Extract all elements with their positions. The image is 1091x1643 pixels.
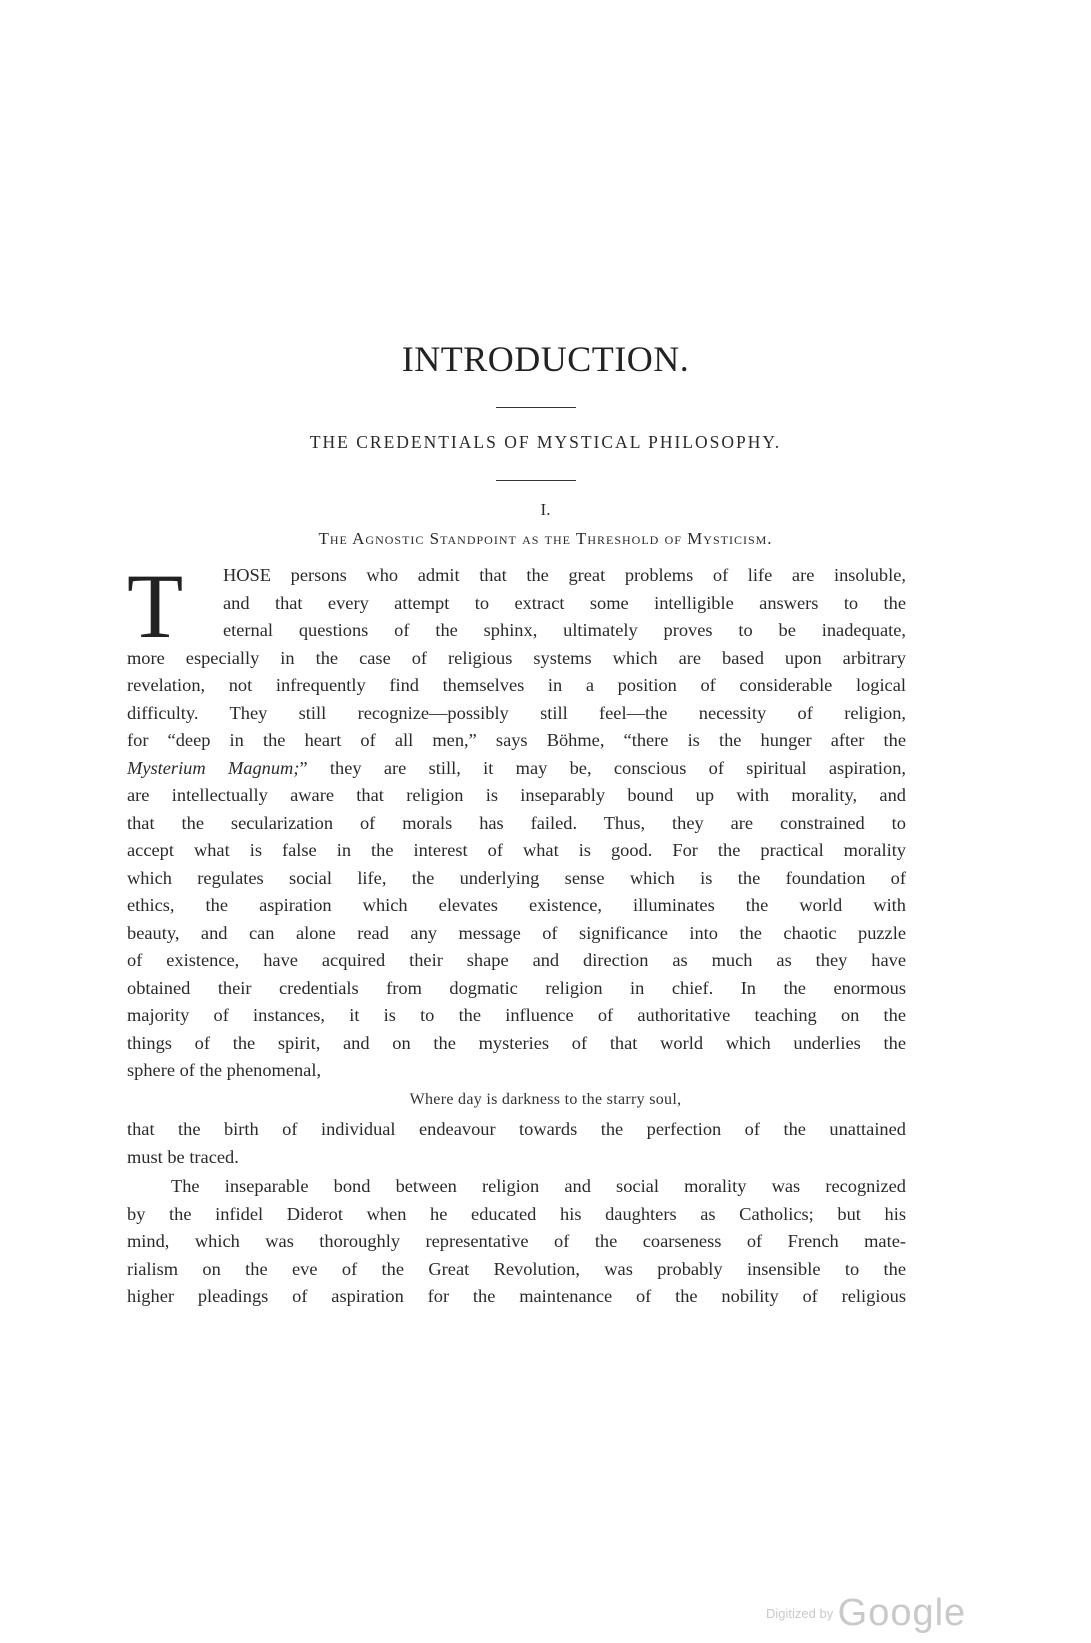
text-line: mind, which was thoroughly representative of the coarseness of French mate- xyxy=(127,1231,906,1251)
section-number: I. xyxy=(540,500,551,519)
paragraph-3 xyxy=(127,1173,906,1311)
text-line: that the birth of individual endeavour towards the perfection of the unattained xyxy=(127,1119,906,1139)
text-line: obtained their credentials from dogmatic religion in chief. In the enormous xyxy=(127,977,906,998)
text-line: are intellectually aware that religion is inseparably bound up with morality, and xyxy=(127,785,906,805)
text-line: of existence, have acquired their shape and direction as much as they have xyxy=(127,950,906,970)
paragraph-1 xyxy=(127,555,906,1085)
text-line: must be traced. xyxy=(127,1146,239,1167)
watermark-caption: Digitized by xyxy=(766,1606,834,1621)
text-line: eternal questions of the sphinx, ultimately proves to be inadequate, xyxy=(223,620,906,640)
text-line: sphere of the phenomenal, xyxy=(127,1060,322,1080)
text-line: HOSE persons who admit that the great problems of life are insoluble, xyxy=(223,565,906,585)
text-fragment: ” they are still, it may be, conscious of spiritual aspiration, xyxy=(299,757,906,778)
divider-rule xyxy=(496,480,576,481)
text-line: for “deep in the heart of all men,” says Böhme, “there is the hunger after the xyxy=(127,730,906,750)
google-logo: Google xyxy=(837,1592,967,1634)
italic-phrase: Mysterium Magnum; xyxy=(127,757,300,778)
text-line: The inseparable bond between religion and social morality was recognized xyxy=(171,1176,906,1196)
text-line: and that every attempt to extract some intelligible answers to the xyxy=(223,592,906,613)
text-line: difficulty. They still recognize—possibly still feel—the necessity of religion, xyxy=(127,702,906,723)
drop-cap: T xyxy=(127,555,184,657)
text-line: beauty, and can alone read any message of significance into the chaotic puzzle xyxy=(127,922,906,943)
text-line: rialism on the eve of the Great Revolution, was probably insensible to the xyxy=(127,1258,906,1279)
text-line: by the infidel Diderot when he educated his daughters as Catholics; but his xyxy=(127,1203,906,1224)
chapter-title: INTRODUCTION. xyxy=(401,339,690,379)
text-line: things of the spirit, and on the mysteries of that world which underlies the xyxy=(127,1032,906,1053)
text-line: accept what is false in the interest of what is good. For the practical morality xyxy=(127,840,906,860)
text-line: that the secularization of morals has failed. Thus, they are constrained to xyxy=(127,812,906,833)
digitized-watermark xyxy=(766,1592,966,1635)
paragraph-2 xyxy=(127,1116,906,1171)
verse-quote: Where day is darkness to the starry soul, xyxy=(409,1091,682,1108)
text-line: more especially in the case of religious systems which are based upon arbitrary xyxy=(127,647,906,668)
text-line: higher pleadings of aspiration for the maintenance of the nobility of religious xyxy=(127,1286,906,1306)
text-line: revelation, not infrequently find themselves in a position of considerable logical xyxy=(127,675,906,695)
chapter-subtitle: THE CREDENTIALS OF MYSTICAL PHILOSOPHY. xyxy=(309,432,782,452)
text-line: which regulates social life, the underlying sense which is the foundation of xyxy=(127,867,906,888)
text-line xyxy=(127,755,906,783)
text-line: ethics, the aspiration which elevates existence, illuminates the world with xyxy=(127,895,906,915)
divider-rule xyxy=(496,407,576,408)
text-line: majority of instances, it is to the influence of authoritative teaching on the xyxy=(127,1005,906,1025)
section-title: The Agnostic Standpoint as the Threshold of Mysticism. xyxy=(318,529,773,548)
